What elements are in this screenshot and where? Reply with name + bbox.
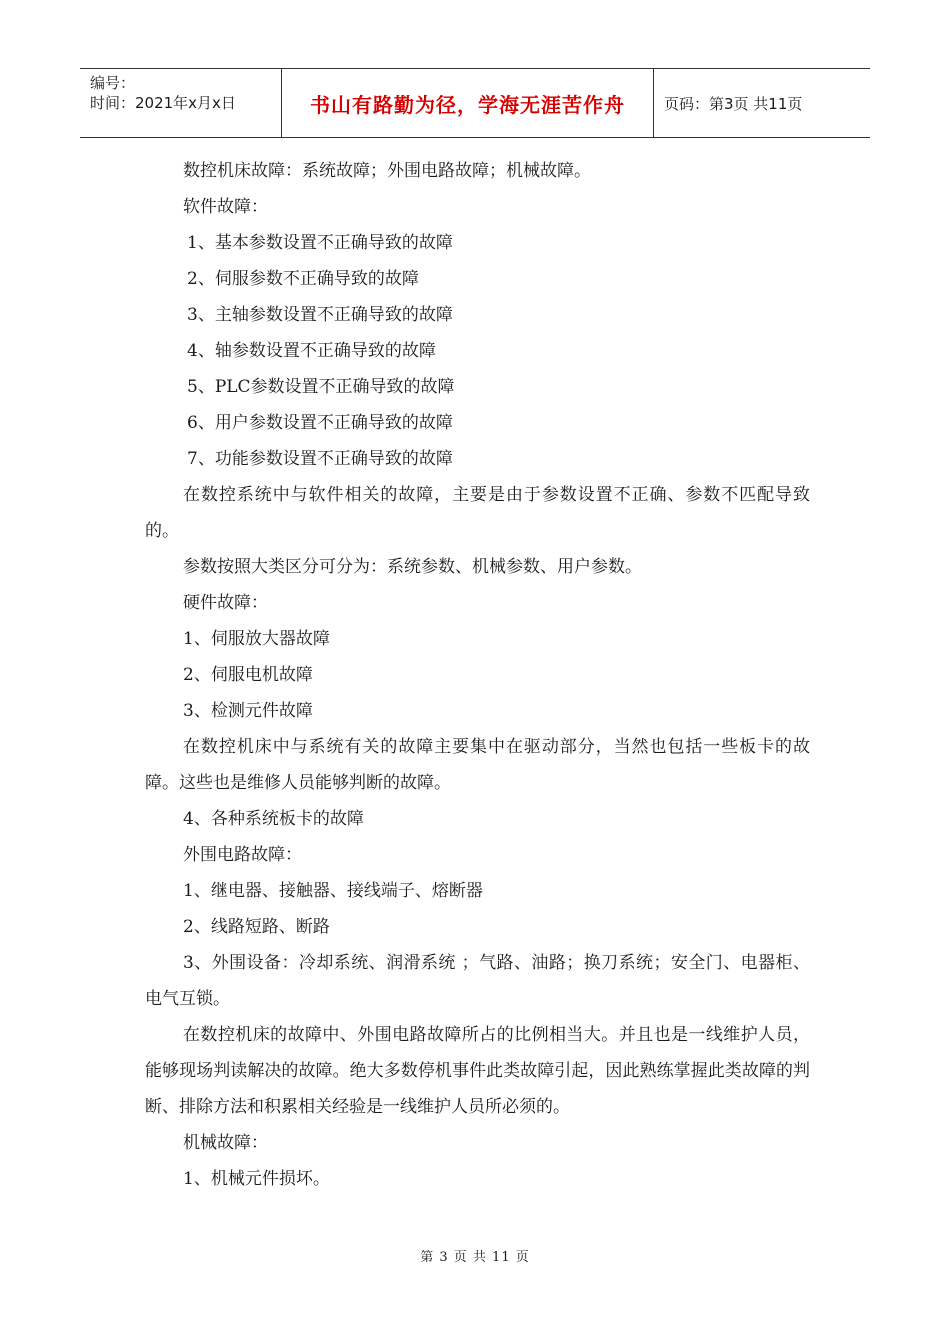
page-footer: 第 3 页 共 11 页 — [420, 1250, 530, 1265]
list-item: 5、PLC参数设置不正确导致的故障 — [187, 377, 455, 397]
software-paragraph: 在数控系统中与软件相关的故障，主要是由于参数设置不正确、参数不匹配导致的。 — [145, 485, 810, 541]
list-item: 2、伺服电机故障 — [183, 665, 313, 685]
list-item: 1、继电器、接触器、接线端子、熔断器 — [183, 881, 483, 901]
list-item: 2、线路短路、断路 — [183, 917, 330, 937]
document-number-label: 编号： — [90, 74, 136, 92]
intro-paragraph: 数控机床故障：系统故障；外围电路故障；机械故障。 — [183, 161, 591, 181]
list-item: 3、检测元件故障 — [183, 701, 313, 721]
software-section-title: 软件故障： — [183, 197, 268, 217]
list-item: 7、功能参数设置不正确导致的故障 — [187, 449, 453, 469]
list-item: 2、伺服参数不正确导致的故障 — [187, 269, 419, 289]
external-paragraph: 在数控机床的故障中、外围电路故障所占的比例相当大。并且也是一线维护人员，能够现场判读解决的故障。绝大多数停机事件此类故障引起，因此熟练掌握此类故障的判断、排除方法和积累相关经验是一线维护人员所必须的。 — [145, 1025, 810, 1117]
list-item: 1、机械元件损坏。 — [183, 1169, 330, 1189]
header-motto: 书山有路勤为径，学海无涯苦作舟 — [282, 69, 654, 137]
page-header — [80, 68, 870, 138]
list-item: 4、各种系统板卡的故障 — [183, 809, 364, 829]
header-page-label: 页码：第3页 共11页 — [664, 94, 803, 113]
hardware-paragraph: 在数控机床中与系统有关的故障主要集中在驱动部分，当然也包括一些板卡的故障。这些也是维修人员能够判断的故障。 — [145, 737, 810, 793]
mechanical-section-title: 机械故障： — [183, 1133, 268, 1153]
external-section-title: 外围电路故障： — [183, 845, 302, 865]
header-meta — [80, 69, 282, 137]
document-time-label: 时间：2021年x月x日 — [90, 94, 236, 112]
document-body — [145, 153, 810, 1197]
list-item: 4、轴参数设置不正确导致的故障 — [187, 341, 436, 361]
list-item: 1、伺服放大器故障 — [183, 629, 330, 649]
params-paragraph: 参数按照大类区分可分为：系统参数、机械参数、用户参数。 — [183, 557, 642, 577]
list-item: 1、基本参数设置不正确导致的故障 — [187, 233, 453, 253]
list-item: 6、用户参数设置不正确导致的故障 — [187, 413, 453, 433]
list-item: 3、外围设备：冷却系统、润滑系统 ；气路、油路；换刀系统；安全门、电器柜、电气互锁。 — [145, 953, 810, 1009]
list-item: 3、主轴参数设置不正确导致的故障 — [187, 305, 453, 325]
hardware-section-title: 硬件故障： — [183, 593, 268, 613]
